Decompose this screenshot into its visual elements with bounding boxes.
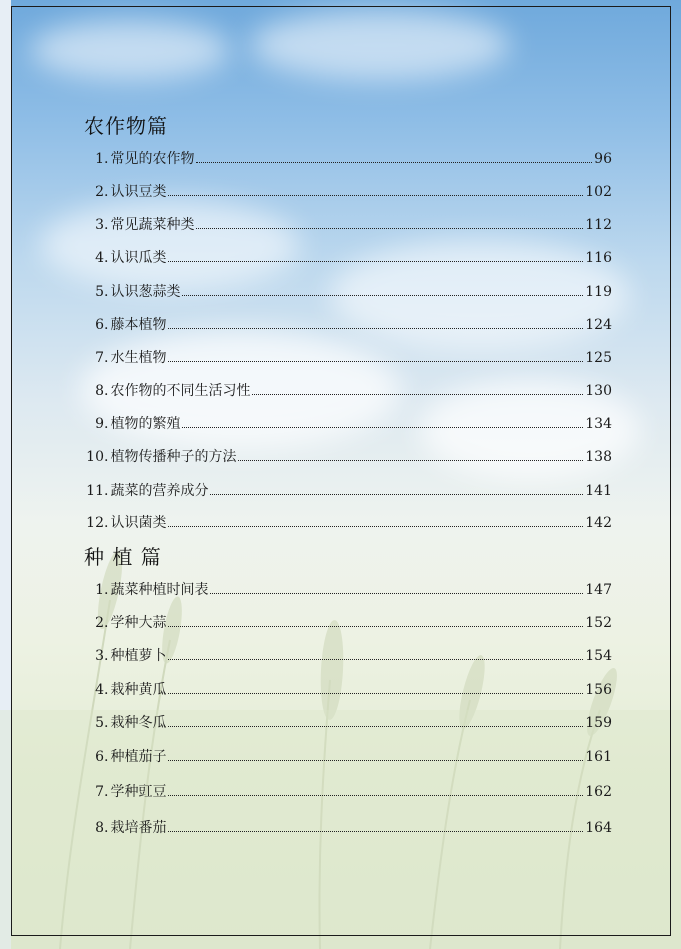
toc-entry[interactable]: 7 . 学种豇豆 162	[84, 781, 612, 803]
toc-entry[interactable]: 1 . 常见的农作物 96	[84, 148, 612, 170]
toc-entry-page: 130	[585, 383, 612, 399]
toc-entry[interactable]: 4 . 栽种黄瓜 156	[84, 679, 612, 701]
toc-entry-title: 常见的农作物	[110, 151, 195, 167]
toc-entry-page: 152	[585, 615, 612, 631]
toc-entry-page: 156	[585, 682, 612, 698]
toc-entry-title: 学种大蒜	[110, 615, 167, 631]
toc-entry-page: 134	[585, 416, 612, 432]
toc-entry-page: 147	[585, 582, 612, 598]
toc-entry-page: 159	[585, 715, 612, 731]
toc-entry-page: 116	[585, 250, 612, 266]
toc-entry-title: 认识葱蒜类	[110, 284, 181, 300]
dot-leader	[252, 393, 583, 395]
toc-entry-title: 栽培番茄	[110, 820, 167, 836]
toc-entry[interactable]: 5 . 认识葱蒜类 119	[84, 281, 612, 303]
toc-entry[interactable]: 8 . 农作物的不同生活习性 130	[84, 380, 612, 402]
toc-entry[interactable]: 3 . 常见蔬菜种类 112	[84, 214, 612, 236]
toc-entry-title: 蔬菜种植时间表	[110, 582, 209, 598]
dot-leader	[168, 525, 583, 527]
toc-entry[interactable]: 4 . 认识瓜类 116	[84, 247, 612, 269]
section-heading: 种 植 篇	[84, 545, 162, 569]
dot-leader	[168, 830, 583, 832]
toc-entry[interactable]: 8 . 栽培番茄 164	[84, 817, 612, 839]
toc-entry-title: 常见蔬菜种类	[110, 217, 195, 233]
toc-entry-title: 农作物的不同生活习性	[110, 383, 251, 399]
toc-entry-title: 植物传播种子的方法	[110, 449, 237, 465]
toc-entry-number: 5	[95, 715, 104, 731]
section-heading: 农作物篇	[84, 114, 168, 138]
toc-entry-number: 12	[86, 515, 104, 531]
toc-entry[interactable]: 11 . 蔬菜的营养成分 141	[84, 480, 612, 502]
toc-entry-page: 124	[585, 317, 612, 333]
toc-entry[interactable]: 10 . 植物传播种子的方法 138	[84, 446, 612, 468]
toc-entry-page: 141	[585, 483, 612, 499]
toc-entry[interactable]: 2 . 认识豆类 102	[84, 181, 612, 203]
toc-entry-number: 4	[95, 250, 104, 266]
toc-entry[interactable]: 5 . 栽种冬瓜 159	[84, 712, 612, 734]
toc-entry-page: 96	[594, 151, 612, 167]
toc-entry-number: 8	[95, 383, 104, 399]
dot-leader	[168, 260, 583, 262]
dot-leader	[168, 658, 583, 660]
dot-leader	[210, 592, 583, 594]
dot-leader	[182, 294, 583, 296]
toc-entry[interactable]: 9 . 植物的繁殖 134	[84, 413, 612, 435]
dot-leader	[168, 194, 583, 196]
toc-entry-page: 102	[585, 184, 612, 200]
toc-entry-title: 藤本植物	[110, 317, 167, 333]
toc-entry[interactable]: 6 . 藤本植物 124	[84, 314, 612, 336]
toc-entry[interactable]: 3 . 种植萝卜 154	[84, 645, 612, 667]
toc-entry-page: 161	[585, 749, 612, 765]
toc-entry-title: 栽种冬瓜	[110, 715, 167, 731]
dot-leader	[168, 327, 583, 329]
toc-entry-number: 2	[95, 615, 104, 631]
dot-leader	[168, 759, 583, 761]
toc-entry-page: 162	[585, 784, 612, 800]
dot-leader	[196, 227, 583, 229]
toc-entry-title: 植物的繁殖	[110, 416, 181, 432]
toc-entry-title: 蔬菜的营养成分	[110, 483, 209, 499]
toc-entry-number: 9	[95, 416, 104, 432]
toc-entry-page: 119	[585, 284, 612, 300]
dot-leader	[168, 360, 583, 362]
dot-leader	[168, 794, 583, 796]
toc-entry-title: 水生植物	[110, 350, 167, 366]
toc-entry-number: 4	[95, 682, 104, 698]
toc-entry-title: 认识瓜类	[110, 250, 167, 266]
toc-entry-number: 3	[95, 217, 104, 233]
dot-leader	[168, 725, 583, 727]
dot-leader	[196, 161, 592, 163]
toc-entry-number: 1	[95, 582, 104, 598]
dot-leader	[182, 426, 583, 428]
toc-entry-number: 10	[86, 449, 104, 465]
toc-entry-number: 7	[95, 784, 104, 800]
dot-leader	[238, 459, 583, 461]
toc-entry-number: 6	[95, 749, 104, 765]
toc-entry-title: 认识豆类	[110, 184, 167, 200]
toc-entry-page: 112	[585, 217, 612, 233]
toc-entry-number: 5	[95, 284, 104, 300]
toc-entry-page: 125	[585, 350, 612, 366]
toc-entry-title: 种植萝卜	[110, 648, 167, 664]
toc-entry[interactable]: 12 . 认识菌类 142	[84, 512, 612, 534]
toc-entry-number: 7	[95, 350, 104, 366]
toc-entry[interactable]: 7 . 水生植物 125	[84, 347, 612, 369]
toc-entry-number: 6	[95, 317, 104, 333]
toc-entry-number: 1	[95, 151, 104, 167]
toc-entry-title: 认识菌类	[110, 515, 167, 531]
toc-entry-page: 142	[585, 515, 612, 531]
toc-entry-title: 学种豇豆	[110, 784, 167, 800]
dot-leader	[168, 692, 583, 694]
toc-entry-number: 11	[86, 483, 104, 499]
toc-entry[interactable]: 1 . 蔬菜种植时间表 147	[84, 579, 612, 601]
toc-entry-page: 164	[585, 820, 612, 836]
toc-entry-page: 138	[585, 449, 612, 465]
toc-entry[interactable]: 6 . 种植茄子 161	[84, 746, 612, 768]
toc-entry-title: 种植茄子	[110, 749, 167, 765]
dot-leader	[168, 625, 583, 627]
toc-entry-number: 2	[95, 184, 104, 200]
toc-entry[interactable]: 2 . 学种大蒜 152	[84, 612, 612, 634]
toc-entry-page: 154	[585, 648, 612, 664]
toc-entry-title: 栽种黄瓜	[110, 682, 167, 698]
dot-leader	[210, 493, 583, 495]
toc-entry-number: 8	[95, 820, 104, 836]
toc-entry-number: 3	[95, 648, 104, 664]
